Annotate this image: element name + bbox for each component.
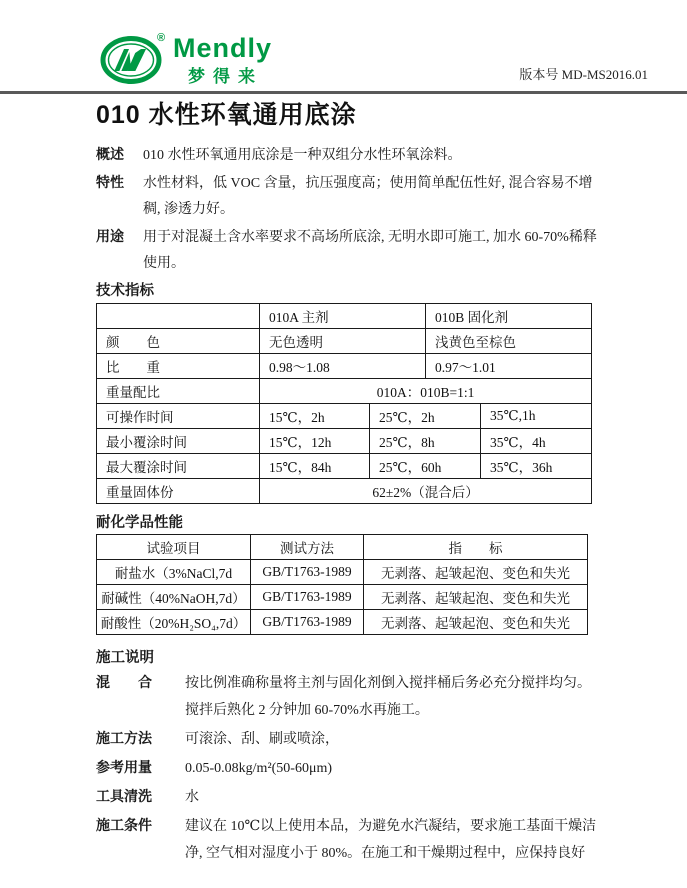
- cell-value: 0.98～1.08: [260, 354, 426, 379]
- section-label: 用途: [96, 230, 124, 245]
- section-text: 010 水性环氧通用底涂是一种双组分水性环氧涂料。: [143, 148, 462, 163]
- table-row: [97, 354, 592, 379]
- cell-value: 35℃，36h: [481, 454, 592, 479]
- application-heading: 施工说明: [96, 650, 154, 666]
- cell-value: 15℃，12h: [260, 429, 370, 454]
- cell-value: 0.97～1.01: [426, 354, 592, 379]
- cell-result: 无剥落、起皱起泡、变色和失光: [364, 585, 588, 610]
- column-header-method: 测试方法: [251, 535, 364, 560]
- registered-mark: ®: [157, 32, 166, 44]
- cell-value: 62±2%（混合后）: [260, 479, 592, 504]
- cell-result: 无剥落、起皱起泡、变色和失光: [364, 560, 588, 585]
- table-row: [97, 479, 592, 504]
- tool-cleaning-row: [96, 784, 597, 811]
- conditions-row: [96, 813, 597, 867]
- cell-value: 浅黄色至棕色: [426, 329, 592, 354]
- chem-resistance-heading: 耐化学品性能: [96, 515, 183, 531]
- cell-label: 最大覆涂时间: [97, 454, 260, 479]
- cell-value: 15℃，2h: [260, 404, 370, 429]
- cell-label: 最小覆涂时间: [97, 429, 260, 454]
- section-label: 施工条件: [96, 819, 152, 834]
- usage-row: [96, 225, 597, 277]
- section-text: 用于对混凝土含水率要求不高场所底涂, 无明水即可施工, 加水 60-70%稀释使用。: [143, 230, 597, 271]
- mendly-logo: [100, 32, 273, 87]
- cell-blank: [97, 304, 260, 329]
- section-label: 特性: [96, 176, 124, 191]
- brand-name-cn: 梦得来: [188, 67, 263, 86]
- cell-item: 耐盐水（3%NaCl,7d: [97, 560, 251, 585]
- section-text: 按比例准确称量将主剂与固化剂倒入搅拌桶后务必充分搅拌均匀。搅拌后熟化 2 分钟加 60-70%水再施工。: [185, 676, 591, 718]
- section-text: 水性材料，低 VOC 含量，抗压强度高；使用简单配伍性好, 混合容易不增稠, 渗透力好。: [143, 176, 593, 217]
- cell-label: 重量配比: [97, 379, 260, 404]
- method-row: [96, 726, 597, 753]
- section-text: 水: [185, 790, 199, 805]
- cell-result: 无剥落、起皱起泡、变色和失光: [364, 610, 588, 635]
- column-header-010b: 010B 固化剂: [426, 304, 592, 329]
- table-row: [97, 404, 592, 429]
- tech-specs-heading: 技术指标: [96, 283, 154, 299]
- cell-method: GB/T1763-1989: [251, 610, 364, 635]
- cell-label: 比 重: [97, 354, 260, 379]
- cell-value: 25℃，60h: [370, 454, 481, 479]
- cell-label: 重量固体份: [97, 479, 260, 504]
- mendly-logo-icon: [100, 35, 164, 85]
- cell-label: 可操作时间: [97, 404, 260, 429]
- mendly-logo-mark: [100, 32, 168, 85]
- brand-name: Mendly: [173, 33, 273, 63]
- table-row: [97, 429, 592, 454]
- chem-resistance-table: [96, 534, 588, 635]
- table-row: [97, 560, 588, 585]
- section-text: 0.05-0.08kg/m²(50-60μm): [185, 761, 333, 776]
- section-label: 混 合: [96, 676, 152, 691]
- table-row: [97, 454, 592, 479]
- coverage-row: [96, 755, 597, 782]
- header-divider: [0, 91, 687, 94]
- overview-row: [96, 143, 597, 169]
- cell-value: 25℃，8h: [370, 429, 481, 454]
- cell-method: GB/T1763-1989: [251, 560, 364, 585]
- table-row: [97, 304, 592, 329]
- mixing-row: [96, 670, 597, 724]
- section-label: 施工方法: [96, 732, 152, 747]
- cell-value: 010A：010B=1:1: [260, 379, 592, 404]
- column-header-result: 指 标: [364, 535, 588, 560]
- column-header-item: 试验项目: [97, 535, 251, 560]
- cell-item: 耐酸性（20%H₂SO₄,7d）: [97, 610, 251, 635]
- cell-value: 无色透明: [260, 329, 426, 354]
- cell-item: 耐碱性（40%NaOH,7d）: [97, 585, 251, 610]
- table-header-row: [97, 535, 588, 560]
- column-header-010a: 010A 主剂: [260, 304, 426, 329]
- table-row: [97, 585, 588, 610]
- features-row: [96, 171, 597, 223]
- cell-value: 15℃，84h: [260, 454, 370, 479]
- cell-value: 35℃，4h: [481, 429, 592, 454]
- cell-method: GB/T1763-1989: [251, 585, 364, 610]
- section-label: 概述: [96, 148, 124, 163]
- cell-label: 颜 色: [97, 329, 260, 354]
- table-row: [97, 610, 588, 635]
- section-label: 工具清洗: [96, 790, 152, 805]
- section-text: 可滚涂、刮、刷或喷涂，: [185, 732, 339, 747]
- cell-value: 35℃,1h: [481, 404, 592, 429]
- page-header: [0, 0, 687, 91]
- cell-value: 25℃，2h: [370, 404, 481, 429]
- section-label: 参考用量: [96, 761, 152, 776]
- brand-text-block: [173, 35, 272, 87]
- tech-specs-table: [96, 303, 592, 504]
- page-title: 010 水性环氧通用底涂: [96, 101, 357, 129]
- version-text: 版本号 MD-MS2016.01: [519, 67, 648, 82]
- document-body: [96, 100, 597, 869]
- table-row: [97, 329, 592, 354]
- table-row: [97, 379, 592, 404]
- section-text: 建议在 10℃以上使用本品，为避免水汽凝结，要求施工基面干燥洁净, 空气相对湿度小于 80%。在施工和干燥期过程中，应保持良好: [185, 819, 597, 861]
